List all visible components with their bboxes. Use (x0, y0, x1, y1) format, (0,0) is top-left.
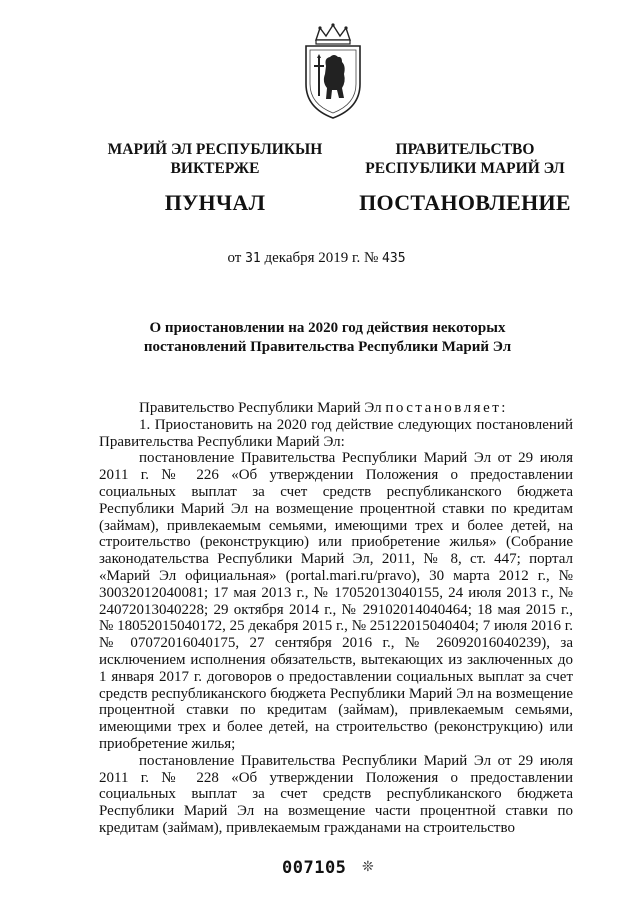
intro-text: Правительство Республики Марий Эл (139, 400, 386, 416)
header-right-line2: РЕСПУБЛИКИ МАРИЙ ЭЛ (365, 160, 565, 177)
coat-of-arms-icon (302, 22, 364, 122)
header-left-line1: МАРИЙ ЭЛ РЕСПУБЛИКЫН (107, 141, 323, 158)
document-number: 435 (382, 251, 406, 266)
serial-number: 007105 (282, 858, 347, 878)
date-month-year: декабря 2019 г. № (264, 250, 379, 266)
date-day: 31 (245, 251, 261, 266)
footer-mark: ❊ (362, 860, 374, 875)
header-left-title: ПУНЧАЛ (164, 190, 266, 215)
intro-verb: постановляет: (385, 400, 508, 416)
date-line (0, 250, 633, 267)
intro-paragraph (99, 400, 573, 417)
document-title (100, 319, 555, 357)
header-right-title: ПОСТАНОВЛЕНИЕ (359, 190, 571, 215)
paragraph-3: постановление Правительства Республики Марий Эл от 29 июля 2011 г. № 228 «Об утверждении Положения о предоставлении социальных выплат за счет средств республиканского бюджета Республики Марий Эл на возмещение части процентной ставки по кредитам (займам), привлекаемым гражданами на строительство (99, 752, 573, 836)
header-right-line1: ПРАВИТЕЛЬСТВО (395, 141, 535, 158)
title-line1: О приостановлении на 2020 год действия некоторых (149, 320, 506, 336)
paragraph-1: 1. Приостановить на 2020 год действие следующих постановлений Правительства Республики Марий Эл: (99, 416, 573, 450)
document-body (99, 400, 573, 837)
date-prefix: от (227, 250, 242, 266)
paragraph-2: постановление Правительства Республики Марий Эл от 29 июля 2011 г. № 226 «Об утверждении Положения о предоставлении социальных выплат за счет средств республиканского бюджета Республики Марий Эл на возмещение процентной ставки по кредитам (займам), привлекаемым семьями, имеющими трех и более детей, на строительство (реконструкцию) или приобретение жилья» (Собрание законодательства Республики Марий Эл, 2011, № 8, ст. 447; портал «Марий Эл официальная» (portal.mari.ru/pravo), 30 марта 2012 г., № 30032012040081; 17 мая 2013 г., № 17052013040155, 24 июля 2013 г., № 24072013040228; 29 октября 2014 г., № 29102014040464; 18 мая 2015 г., № 18052015040172, 25 декабря 2015 г., № 25122015040404; 7 июля 2016 г. № 07072016040175, 27 сентября 2016 г., № 26092016040239), за исключением исполнения обязательств, вытекающих из заключенных до 1 января 2017 г. договоров о предоставлении социальных выплат за счет средств республиканского бюджета Республики Марий Эл на возмещение процентной ставки по кредитам (займам), привлекаемым семьями, имеющими трех и более детей, на строительство (реконструкцию) или приобретение жилья; (99, 450, 573, 752)
header-left-line2: ВИКТЕРЖЕ (170, 160, 260, 177)
header-right (345, 140, 585, 216)
header-left (90, 140, 340, 216)
title-line2: постановлений Правительства Республики Марий Эл (143, 339, 512, 355)
